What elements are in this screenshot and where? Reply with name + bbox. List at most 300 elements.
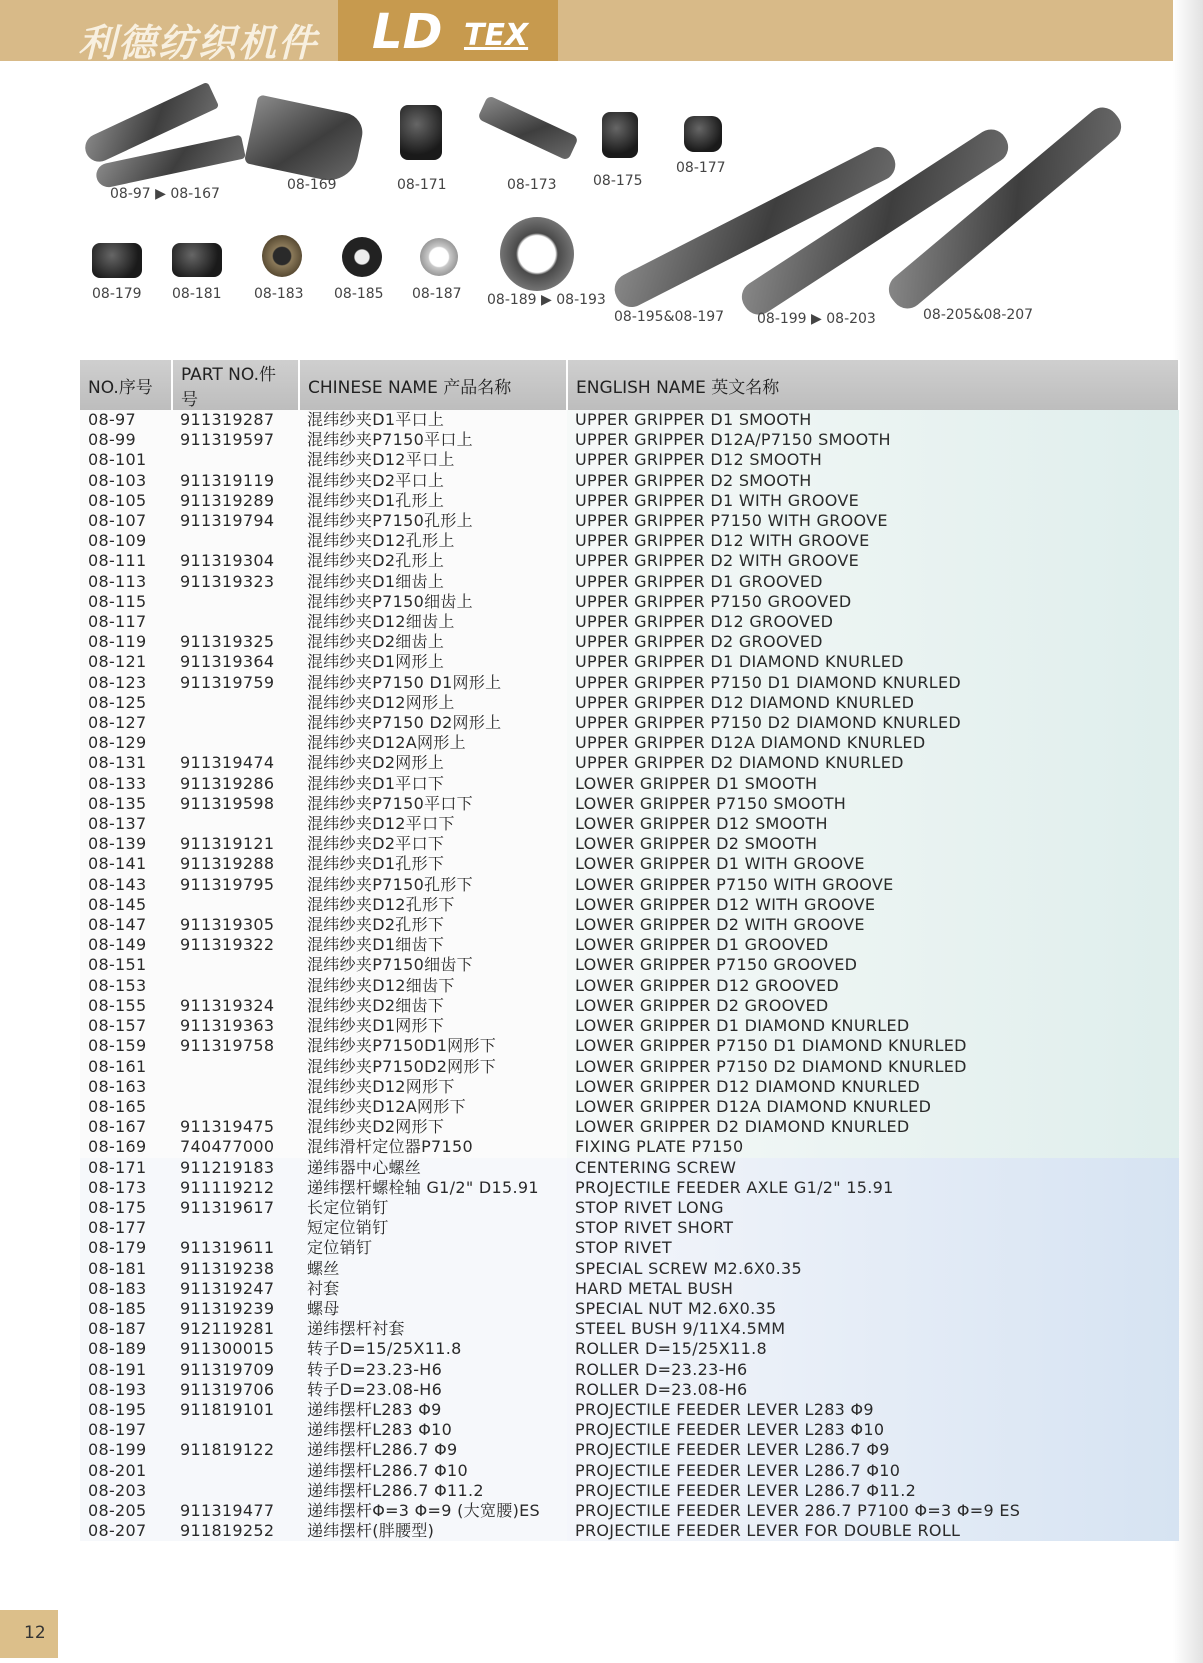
cell-chinese-name: 螺母 (299, 1299, 567, 1319)
cell-no: 08-207 (80, 1521, 172, 1541)
table-row (80, 1501, 1179, 1521)
cell-part-no: 911319795 (172, 875, 299, 895)
cell-part-no (172, 1420, 299, 1440)
centering-screw-image (400, 105, 442, 160)
cell-no: 08-143 (80, 875, 172, 895)
cell-chinese-name: 混纬纱夹D12孔形上 (299, 531, 567, 551)
table-row (80, 895, 1179, 915)
table-row (80, 1279, 1179, 1299)
table-row (80, 854, 1179, 874)
table-row (80, 632, 1179, 652)
part-label: 08-179 (92, 286, 142, 302)
cell-chinese-name: 混纬纱夹D2细齿下 (299, 996, 567, 1016)
cell-no: 08-163 (80, 1077, 172, 1097)
cell-no: 08-135 (80, 794, 172, 814)
feeder-axle-image (477, 95, 579, 161)
cell-no: 08-195 (80, 1400, 172, 1420)
table-row (80, 1238, 1179, 1258)
cell-part-no (172, 733, 299, 753)
cell-no: 08-149 (80, 935, 172, 955)
cell-english-name: ROLLER D=23.08-H6 (567, 1380, 1179, 1400)
cell-chinese-name: 混纬纱夹D1平口上 (299, 410, 567, 430)
cell-english-name: PROJECTILE FEEDER LEVER L283 Φ9 (567, 1400, 1179, 1420)
cell-chinese-name: 混纬纱夹D2网形上 (299, 753, 567, 773)
cell-chinese-name: 递纬摆杆L283 Φ9 (299, 1400, 567, 1420)
cell-no: 08-131 (80, 753, 172, 773)
cell-chinese-name: 混纬纱夹D12孔形下 (299, 895, 567, 915)
cell-chinese-name: 转子D=23.08-H6 (299, 1380, 567, 1400)
cell-chinese-name: 混纬纱夹D2平口下 (299, 834, 567, 854)
part-label: 08-187 (412, 286, 462, 302)
cell-part-no (172, 693, 299, 713)
cell-english-name: LOWER GRIPPER D12 SMOOTH (567, 814, 1179, 834)
cell-chinese-name: 混纬纱夹D2孔形上 (299, 551, 567, 571)
cell-chinese-name: 短定位销钉 (299, 1218, 567, 1238)
table-row (80, 1400, 1179, 1420)
cell-english-name: LOWER GRIPPER D2 SMOOTH (567, 834, 1179, 854)
cell-part-no: 911319475 (172, 1117, 299, 1137)
cell-english-name: ROLLER D=15/25X11.8 (567, 1339, 1179, 1359)
cell-english-name: FIXING PLATE P7150 (567, 1137, 1179, 1157)
cell-no: 08-177 (80, 1218, 172, 1238)
cell-english-name: LOWER GRIPPER D1 GROOVED (567, 935, 1179, 955)
cell-no: 08-201 (80, 1461, 172, 1481)
cell-part-no: 911319758 (172, 1036, 299, 1056)
cell-chinese-name: 递纬摆杆(胖腰型) (299, 1521, 567, 1541)
cell-chinese-name: 转子D=23.23-H6 (299, 1360, 567, 1380)
fixing-plate-image (244, 94, 366, 185)
table-row (80, 1319, 1179, 1339)
cell-chinese-name: 混纬纱夹D2孔形下 (299, 915, 567, 935)
cell-part-no: 911319325 (172, 632, 299, 652)
table-row (80, 551, 1179, 571)
table-row (80, 693, 1179, 713)
cell-english-name: UPPER GRIPPER P7150 D1 DIAMOND KNURLED (567, 673, 1179, 693)
table-row (80, 733, 1179, 753)
table-row (80, 491, 1179, 511)
cell-english-name: LOWER GRIPPER D12A DIAMOND KNURLED (567, 1097, 1179, 1117)
column-header-part-no: PART NO.件号 (172, 360, 299, 410)
cell-no: 08-109 (80, 531, 172, 551)
cell-chinese-name: 递纬摆杆L286.7 Φ9 (299, 1440, 567, 1460)
cell-part-no: 911319289 (172, 491, 299, 511)
cell-english-name: UPPER GRIPPER D2 DIAMOND KNURLED (567, 753, 1179, 773)
cell-english-name: SPECIAL SCREW M2.6X0.35 (567, 1259, 1179, 1279)
table-row (80, 834, 1179, 854)
cell-no: 08-99 (80, 430, 172, 450)
table-row (80, 673, 1179, 693)
table-row (80, 592, 1179, 612)
cell-no: 08-121 (80, 652, 172, 672)
cell-english-name: UPPER GRIPPER P7150 WITH GROOVE (567, 511, 1179, 531)
cell-part-no: 911319474 (172, 753, 299, 773)
cell-chinese-name: 混纬纱夹P7150孔形下 (299, 875, 567, 895)
cell-english-name: LOWER GRIPPER D2 DIAMOND KNURLED (567, 1117, 1179, 1137)
cell-english-name: LOWER GRIPPER P7150 SMOOTH (567, 794, 1179, 814)
table-row (80, 612, 1179, 632)
cell-chinese-name: 混纬纱夹D12细齿下 (299, 976, 567, 996)
cell-no: 08-179 (80, 1238, 172, 1258)
cell-english-name: LOWER GRIPPER D12 WITH GROOVE (567, 895, 1179, 915)
table-row (80, 652, 1179, 672)
cell-chinese-name: 长定位销钉 (299, 1198, 567, 1218)
cell-chinese-name: 混纬纱夹P7150细齿上 (299, 592, 567, 612)
cell-part-no: 911319239 (172, 1299, 299, 1319)
cell-part-no (172, 1097, 299, 1117)
cell-english-name: UPPER GRIPPER P7150 GROOVED (567, 592, 1179, 612)
special-screw-image (172, 243, 222, 277)
cell-english-name: PROJECTILE FEEDER LEVER 286.7 P7100 Φ=3 Φ=9 ES (567, 1501, 1179, 1521)
cell-part-no (172, 1057, 299, 1077)
cell-part-no (172, 612, 299, 632)
cell-part-no (172, 895, 299, 915)
cell-part-no: 911319759 (172, 673, 299, 693)
cell-part-no: 911319794 (172, 511, 299, 531)
cell-part-no (172, 955, 299, 975)
cell-chinese-name: 混纬纱夹P7150D1网形下 (299, 1036, 567, 1056)
cell-chinese-name: 递纬摆杆Φ=3 Φ=9 (大宽腰)ES (299, 1501, 567, 1521)
table-row (80, 1057, 1179, 1077)
part-label: 08-97 ▶ 08-167 (110, 186, 220, 202)
cell-part-no (172, 976, 299, 996)
cell-part-no: 911300015 (172, 1339, 299, 1359)
cell-part-no: 911319238 (172, 1259, 299, 1279)
table-row (80, 1178, 1179, 1198)
part-label: 08-171 (397, 177, 447, 193)
table-row (80, 1036, 1179, 1056)
cell-chinese-name: 混纬滑杆定位器P7150 (299, 1137, 567, 1157)
cell-no: 08-97 (80, 410, 172, 430)
cell-part-no: 911319617 (172, 1198, 299, 1218)
table-row (80, 430, 1179, 450)
cell-chinese-name: 混纬纱夹D12细齿上 (299, 612, 567, 632)
cell-part-no: 911319286 (172, 774, 299, 794)
cell-chinese-name: 混纬纱夹D1孔形上 (299, 491, 567, 511)
table-row (80, 794, 1179, 814)
table-row (80, 572, 1179, 592)
cell-english-name: PROJECTILE FEEDER LEVER L286.7 Φ10 (567, 1461, 1179, 1481)
brand-ld: LD (372, 4, 443, 60)
table-row (80, 996, 1179, 1016)
cell-english-name: LOWER GRIPPER D2 GROOVED (567, 996, 1179, 1016)
cell-english-name: CENTERING SCREW (567, 1158, 1179, 1178)
cell-part-no (172, 1077, 299, 1097)
cell-english-name: UPPER GRIPPER D2 WITH GROOVE (567, 551, 1179, 571)
cell-no: 08-133 (80, 774, 172, 794)
cell-no: 08-191 (80, 1360, 172, 1380)
part-label: 08-169 (287, 177, 337, 193)
cell-no: 08-199 (80, 1440, 172, 1460)
cell-english-name: UPPER GRIPPER D12A/P7150 SMOOTH (567, 430, 1179, 450)
table-row (80, 1158, 1179, 1178)
table-row (80, 713, 1179, 733)
cell-english-name: UPPER GRIPPER D1 GROOVED (567, 572, 1179, 592)
cell-english-name: UPPER GRIPPER D2 SMOOTH (567, 471, 1179, 491)
cell-no: 08-107 (80, 511, 172, 531)
part-label: 08-183 (254, 286, 304, 302)
stop-rivet-long-image (602, 112, 638, 158)
cell-part-no: 911319121 (172, 834, 299, 854)
cell-no: 08-183 (80, 1279, 172, 1299)
cell-part-no: 911319304 (172, 551, 299, 571)
cell-no: 08-145 (80, 895, 172, 915)
table-row (80, 1521, 1179, 1541)
cell-chinese-name: 递纬摆杆螺栓轴 G1/2" D15.91 (299, 1178, 567, 1198)
table-row (80, 511, 1179, 531)
cell-english-name: PROJECTILE FEEDER LEVER FOR DOUBLE ROLL (567, 1521, 1179, 1541)
column-header-no: NO.序号 (80, 360, 172, 410)
cell-no: 08-115 (80, 592, 172, 612)
cell-no: 08-161 (80, 1057, 172, 1077)
cell-no: 08-187 (80, 1319, 172, 1339)
table-row (80, 1380, 1179, 1400)
cell-part-no (172, 531, 299, 551)
table-row (80, 935, 1179, 955)
cell-english-name: LOWER GRIPPER D2 WITH GROOVE (567, 915, 1179, 935)
cell-part-no: 740477000 (172, 1137, 299, 1157)
cell-english-name: PROJECTILE FEEDER AXLE G1/2" 15.91 (567, 1178, 1179, 1198)
cell-no: 08-159 (80, 1036, 172, 1056)
cell-english-name: LOWER GRIPPER D1 WITH GROOVE (567, 854, 1179, 874)
cell-english-name: UPPER GRIPPER P7150 D2 DIAMOND KNURLED (567, 713, 1179, 733)
steel-bush-image (420, 238, 458, 276)
cell-english-name: UPPER GRIPPER D1 WITH GROOVE (567, 491, 1179, 511)
part-label: 08-205&08-207 (923, 307, 1034, 323)
cell-no: 08-113 (80, 572, 172, 592)
cell-no: 08-197 (80, 1420, 172, 1440)
cell-chinese-name: 混纬纱夹P7150平口上 (299, 430, 567, 450)
cell-english-name: PROJECTILE FEEDER LEVER L286.7 Φ11.2 (567, 1481, 1179, 1501)
part-label: 08-175 (593, 173, 643, 189)
cell-english-name: ROLLER D=23.23-H6 (567, 1360, 1179, 1380)
cell-part-no: 911819122 (172, 1440, 299, 1460)
table-row (80, 1481, 1179, 1501)
table-row (80, 1077, 1179, 1097)
cell-no: 08-111 (80, 551, 172, 571)
cell-english-name: STOP RIVET (567, 1238, 1179, 1258)
cell-chinese-name: 混纬纱夹P7150细齿下 (299, 955, 567, 975)
column-header-chinese-name: CHINESE NAME 产品名称 (299, 360, 567, 410)
cell-chinese-name: 混纬纱夹D12A网形下 (299, 1097, 567, 1117)
cell-chinese-name: 递纬摆杆衬套 (299, 1319, 567, 1339)
table-row (80, 1360, 1179, 1380)
parts-photos (0, 80, 1173, 360)
cell-chinese-name: 混纬纱夹D12网形下 (299, 1077, 567, 1097)
cell-chinese-name: 衬套 (299, 1279, 567, 1299)
cell-english-name: UPPER GRIPPER D1 DIAMOND KNURLED (567, 652, 1179, 672)
cell-no: 08-167 (80, 1117, 172, 1137)
cell-english-name: LOWER GRIPPER P7150 D1 DIAMOND KNURLED (567, 1036, 1179, 1056)
cell-part-no: 911319598 (172, 794, 299, 814)
cell-part-no: 911119212 (172, 1178, 299, 1198)
cell-english-name: UPPER GRIPPER D1 SMOOTH (567, 410, 1179, 430)
cell-part-no: 911819252 (172, 1521, 299, 1541)
cell-part-no: 911319305 (172, 915, 299, 935)
cell-part-no: 912119281 (172, 1319, 299, 1339)
cell-no: 08-123 (80, 673, 172, 693)
table-row (80, 1420, 1179, 1440)
part-label: 08-185 (334, 286, 384, 302)
cell-chinese-name: 混纬纱夹P7150孔形上 (299, 511, 567, 531)
cell-chinese-name: 混纬纱夹D1细齿下 (299, 935, 567, 955)
cell-no: 08-193 (80, 1380, 172, 1400)
stop-rivet-short-image (684, 116, 722, 152)
cell-chinese-name: 混纬纱夹D2细齿上 (299, 632, 567, 652)
cell-chinese-name: 混纬纱夹D1细齿上 (299, 572, 567, 592)
table-row (80, 875, 1179, 895)
cell-chinese-name: 混纬纱夹D1网形下 (299, 1016, 567, 1036)
table-row (80, 450, 1179, 470)
cell-chinese-name: 混纬纱夹D1平口下 (299, 774, 567, 794)
cell-english-name: STOP RIVET SHORT (567, 1218, 1179, 1238)
cell-part-no: 911319288 (172, 854, 299, 874)
cell-no: 08-175 (80, 1198, 172, 1218)
special-nut-image (342, 237, 382, 277)
cell-english-name: LOWER GRIPPER D12 DIAMOND KNURLED (567, 1077, 1179, 1097)
cell-part-no: 911319709 (172, 1360, 299, 1380)
cell-chinese-name: 混纬纱夹P7150 D2网形上 (299, 713, 567, 733)
table-row (80, 1440, 1179, 1460)
cell-no: 08-189 (80, 1339, 172, 1359)
cell-no: 08-153 (80, 976, 172, 996)
hard-metal-bush-image (262, 235, 302, 277)
cell-part-no (172, 713, 299, 733)
cell-part-no: 911319597 (172, 430, 299, 450)
table-row (80, 1198, 1179, 1218)
cell-no: 08-117 (80, 612, 172, 632)
cell-no: 08-103 (80, 471, 172, 491)
cell-english-name: PROJECTILE FEEDER LEVER L286.7 Φ9 (567, 1440, 1179, 1460)
cell-chinese-name: 螺丝 (299, 1259, 567, 1279)
table-row (80, 1097, 1179, 1117)
cell-no: 08-169 (80, 1137, 172, 1157)
table-row (80, 1259, 1179, 1279)
cell-part-no: 911219183 (172, 1158, 299, 1178)
cell-chinese-name: 混纬纱夹D12平口下 (299, 814, 567, 834)
cell-english-name: LOWER GRIPPER D1 DIAMOND KNURLED (567, 1016, 1179, 1036)
table-row (80, 814, 1179, 834)
cell-no: 08-105 (80, 491, 172, 511)
cell-english-name: UPPER GRIPPER D12 DIAMOND KNURLED (567, 693, 1179, 713)
brand-chinese-name: 利德纺织机件 (78, 21, 319, 65)
cell-english-name: UPPER GRIPPER D12A DIAMOND KNURLED (567, 733, 1179, 753)
table-row (80, 955, 1179, 975)
cell-english-name: STEEL BUSH 9/11X4.5MM (567, 1319, 1179, 1339)
table-row (80, 531, 1179, 551)
cell-part-no: 911319324 (172, 996, 299, 1016)
table-row (80, 915, 1179, 935)
page-number-tab (0, 1610, 58, 1658)
cell-no: 08-129 (80, 733, 172, 753)
part-label: 08-199 ▶ 08-203 (757, 311, 876, 327)
cell-no: 08-165 (80, 1097, 172, 1117)
cell-chinese-name: 递纬摆杆L286.7 Φ10 (299, 1461, 567, 1481)
cell-no: 08-147 (80, 915, 172, 935)
cell-chinese-name: 混纬纱夹D12平口上 (299, 450, 567, 470)
cell-chinese-name: 混纬纱夹D1孔形下 (299, 854, 567, 874)
cell-part-no: 911319364 (172, 652, 299, 672)
cell-part-no: 911319611 (172, 1238, 299, 1258)
cell-english-name: UPPER GRIPPER D12 GROOVED (567, 612, 1179, 632)
cell-chinese-name: 转子D=15/25X11.8 (299, 1339, 567, 1359)
brand-tex: TEX (464, 18, 529, 53)
cell-part-no (172, 1461, 299, 1481)
cell-chinese-name: 定位销钉 (299, 1238, 567, 1258)
cell-part-no: 911319477 (172, 1501, 299, 1521)
cell-english-name: LOWER GRIPPER D1 SMOOTH (567, 774, 1179, 794)
table-row (80, 1461, 1179, 1481)
table-row (80, 976, 1179, 996)
stop-rivet-image (92, 243, 142, 278)
cell-english-name: PROJECTILE FEEDER LEVER L283 Φ10 (567, 1420, 1179, 1440)
part-label: 08-189 ▶ 08-193 (487, 292, 606, 308)
cell-no: 08-127 (80, 713, 172, 733)
table-row (80, 1137, 1179, 1157)
part-label: 08-195&08-197 (614, 309, 725, 325)
table-row (80, 753, 1179, 773)
cell-part-no: 911319322 (172, 935, 299, 955)
roller-image (500, 217, 574, 291)
cell-no: 08-157 (80, 1016, 172, 1036)
cell-no: 08-101 (80, 450, 172, 470)
cell-chinese-name: 递纬器中心螺丝 (299, 1158, 567, 1178)
table-row (80, 471, 1179, 491)
cell-english-name: UPPER GRIPPER D12 WITH GROOVE (567, 531, 1179, 551)
cell-english-name: SPECIAL NUT M2.6X0.35 (567, 1299, 1179, 1319)
page-number: 12 (24, 1623, 46, 1643)
table-row (80, 1218, 1179, 1238)
cell-english-name: UPPER GRIPPER D2 GROOVED (567, 632, 1179, 652)
cell-english-name: HARD METAL BUSH (567, 1279, 1179, 1299)
cell-part-no: 911319706 (172, 1380, 299, 1400)
cell-no: 08-151 (80, 955, 172, 975)
cell-no: 08-185 (80, 1299, 172, 1319)
cell-no: 08-203 (80, 1481, 172, 1501)
cell-chinese-name: 混纬纱夹P7150D2网形下 (299, 1057, 567, 1077)
cell-no: 08-119 (80, 632, 172, 652)
part-label: 08-181 (172, 286, 222, 302)
cell-chinese-name: 混纬纱夹P7150 D1网形上 (299, 673, 567, 693)
cell-no: 08-125 (80, 693, 172, 713)
cell-part-no (172, 1218, 299, 1238)
part-label: 08-173 (507, 177, 557, 193)
cell-chinese-name: 递纬摆杆L286.7 Φ11.2 (299, 1481, 567, 1501)
cell-part-no: 911319287 (172, 410, 299, 430)
cell-no: 08-171 (80, 1158, 172, 1178)
table-row (80, 410, 1179, 430)
cell-no: 08-139 (80, 834, 172, 854)
cell-part-no (172, 1481, 299, 1501)
cell-no: 08-155 (80, 996, 172, 1016)
cell-part-no: 911319323 (172, 572, 299, 592)
cell-no: 08-173 (80, 1178, 172, 1198)
table-row (80, 1339, 1179, 1359)
part-label: 08-177 (676, 160, 726, 176)
table-row (80, 774, 1179, 794)
cell-chinese-name: 混纬纱夹D12网形上 (299, 693, 567, 713)
cell-no: 08-205 (80, 1501, 172, 1521)
cell-chinese-name: 混纬纱夹D2平口上 (299, 471, 567, 491)
cell-part-no (172, 450, 299, 470)
cell-chinese-name: 混纬纱夹P7150平口下 (299, 794, 567, 814)
cell-part-no: 911319247 (172, 1279, 299, 1299)
cell-english-name: LOWER GRIPPER P7150 GROOVED (567, 955, 1179, 975)
table-row (80, 1117, 1179, 1137)
cell-english-name: LOWER GRIPPER P7150 WITH GROOVE (567, 875, 1179, 895)
cell-part-no: 911319363 (172, 1016, 299, 1036)
cell-part-no (172, 592, 299, 612)
parts-table (80, 360, 1180, 1610)
